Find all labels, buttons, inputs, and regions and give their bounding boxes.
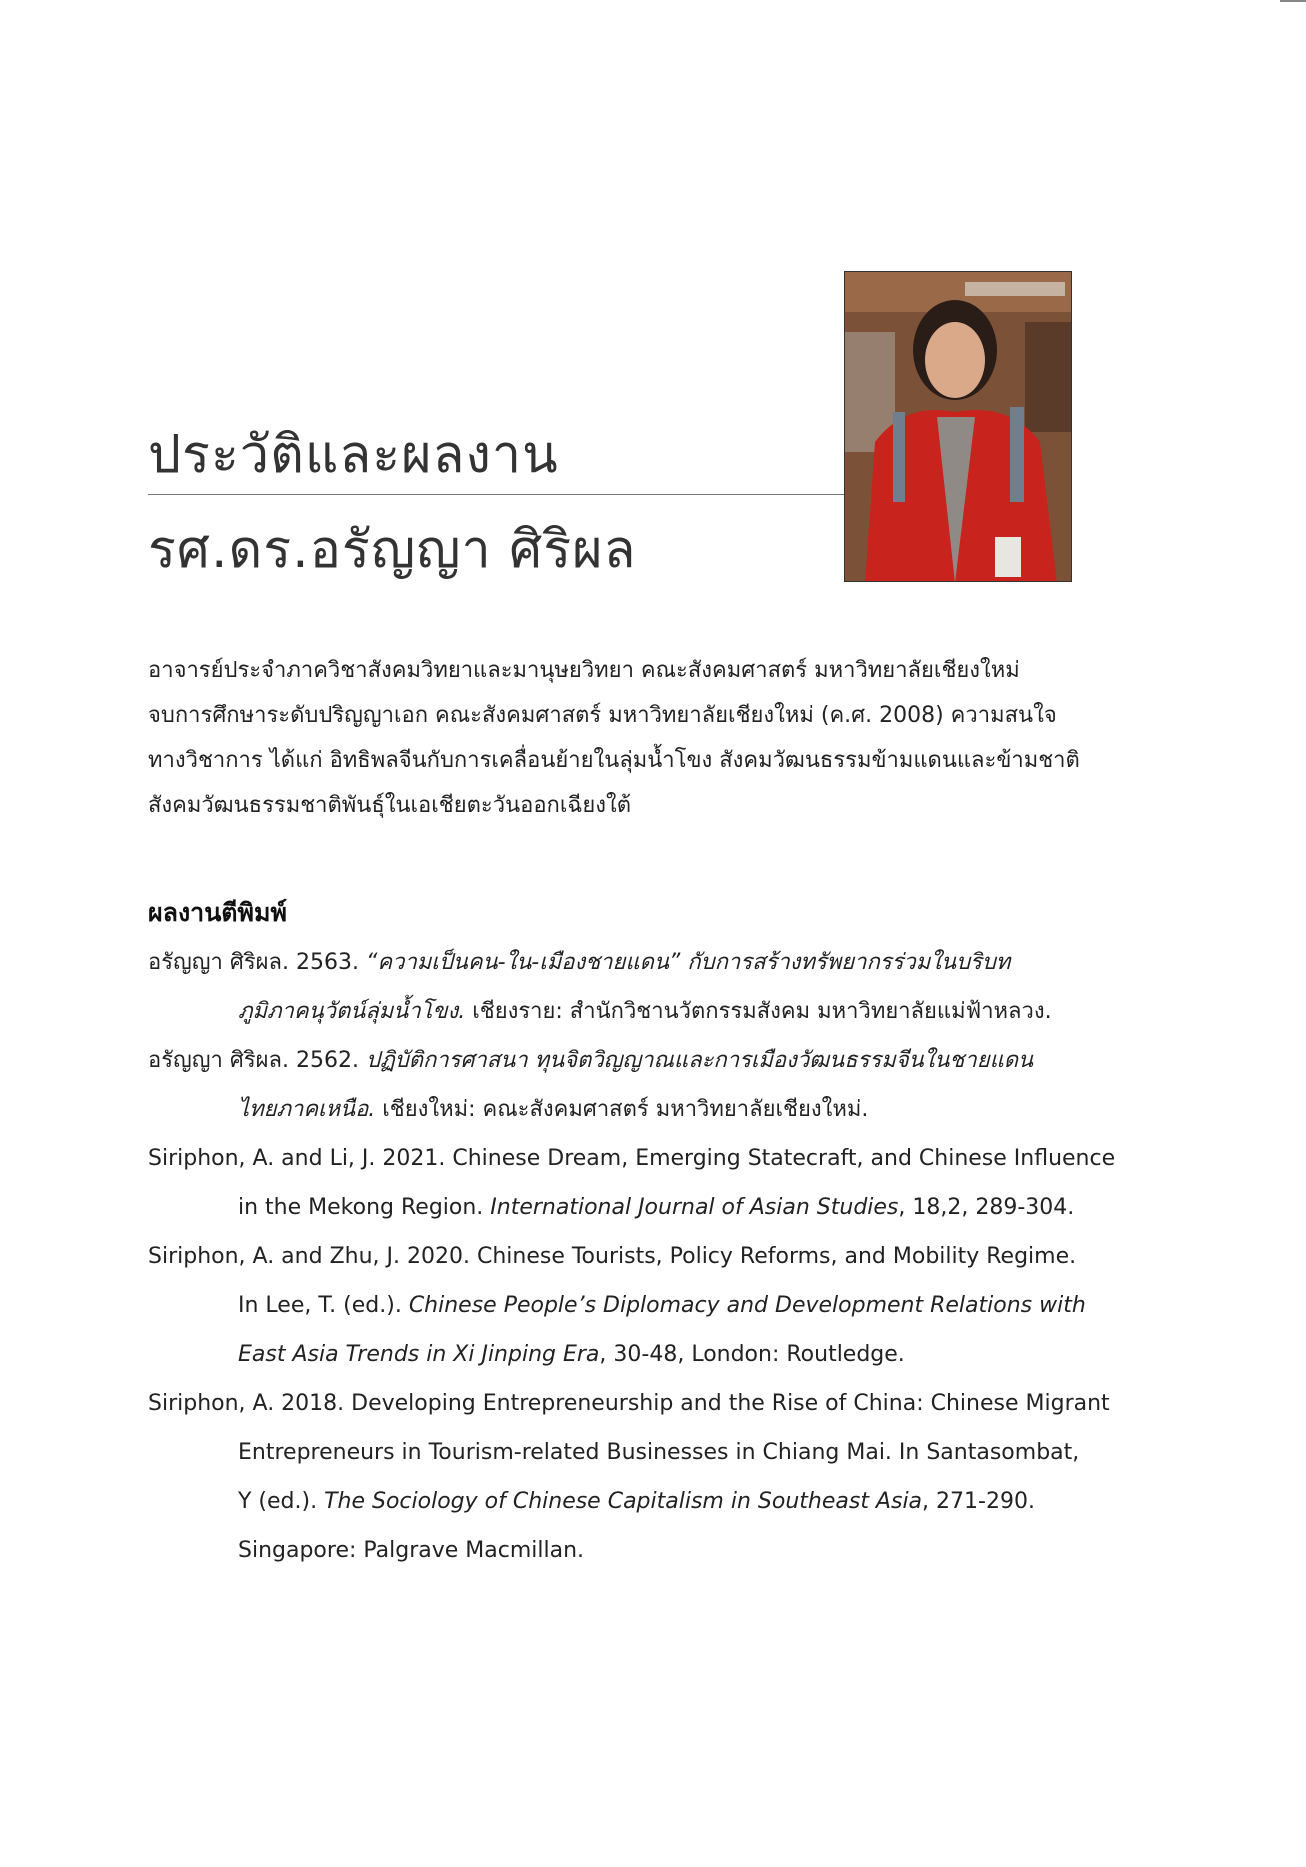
publication-text: Singapore: Palgrave Macmillan. bbox=[238, 1538, 585, 1563]
publication-italic-text: The Sociology of Chinese Capitalism in Southeast Asia bbox=[324, 1489, 923, 1514]
publication-italic-text: “ความเป็นคน-ใน-เมืองชายแดน” กับการสร้างทรัพยากรร่วมในบริบท bbox=[365, 950, 1011, 975]
author-photo bbox=[844, 271, 1072, 582]
page-corner-mark bbox=[1280, 0, 1306, 2]
bio-line: จบการศึกษาระดับปริญญาเอก คณะสังคมศาสตร์ มหาวิทยาลัยเชียงใหม่ (ค.ศ. 2008) ความสนใจ bbox=[148, 703, 1057, 728]
publication-text: , 271-290. bbox=[922, 1489, 1035, 1514]
publication-italic-text: ภูมิภาคนุวัตน์ลุ่มน้ำโขง. bbox=[238, 999, 466, 1024]
publication-text: Siriphon, A. and Li, J. 2021. Chinese Dream, Emerging Statecraft, and Chinese Influence bbox=[148, 1146, 1116, 1171]
publication-line bbox=[148, 1085, 1088, 1134]
publication-line bbox=[148, 1526, 1088, 1575]
publication-italic-text: International Journal of Asian Studies bbox=[490, 1195, 899, 1220]
bio-line: อาจารย์ประจำภาควิชาสังคมวิทยาและมานุษยวิทยา คณะสังคมศาสตร์ มหาวิทยาลัยเชียงใหม่ bbox=[148, 658, 1020, 683]
publication-text: , 30-48, London: Routledge. bbox=[599, 1342, 905, 1367]
publication-text: Entrepreneurs in Tourism-related Businesses in Chiang Mai. In Santasombat, bbox=[238, 1440, 1080, 1465]
publication-italic-text: Chinese People’s Diplomacy and Development Relations with bbox=[408, 1293, 1086, 1318]
publication-line bbox=[148, 1036, 1088, 1085]
publication-line bbox=[148, 1183, 1088, 1232]
page-title: ประวัติและผลงาน bbox=[148, 425, 559, 485]
publication-text: เชียงราย: สำนักวิชานวัตกรรมสังคม มหาวิทยาลัยแม่ฟ้าหลวง. bbox=[465, 999, 1052, 1024]
publication-line bbox=[148, 1232, 1088, 1281]
publication-line bbox=[148, 938, 1088, 987]
publication-entry bbox=[148, 1036, 1088, 1134]
publication-italic-text: East Asia Trends in Xi Jinping Era bbox=[238, 1342, 600, 1367]
publication-line bbox=[148, 1428, 1088, 1477]
publication-text: เชียงใหม่: คณะสังคมศาสตร์ มหาวิทยาลัยเชียงใหม่. bbox=[375, 1097, 869, 1122]
bio-line: สังคมวัฒนธรรมชาติพันธุ์ในเอเชียตะวันออกเฉียงใต้ bbox=[148, 793, 632, 818]
publication-entry bbox=[148, 1134, 1116, 1232]
publication-text: Siriphon, A. and Zhu, J. 2020. Chinese Tourists, Policy Reforms, and Mobility Regime. bbox=[148, 1244, 1077, 1269]
publication-entry bbox=[148, 1232, 1088, 1379]
publication-line bbox=[148, 1379, 1110, 1428]
publication-line bbox=[148, 1281, 1088, 1330]
publication-text: in the Mekong Region. bbox=[238, 1195, 491, 1220]
publication-entry bbox=[148, 938, 1088, 1036]
bio-paragraph bbox=[148, 648, 1078, 828]
title-divider bbox=[148, 494, 844, 495]
publication-line bbox=[148, 987, 1088, 1036]
publication-text: อรัญญา ศิริผล. 2563. bbox=[148, 950, 366, 975]
publication-line bbox=[148, 1477, 1088, 1526]
publication-line bbox=[148, 1330, 1088, 1379]
author-name: รศ.ดร.อรัญญา ศิริผล bbox=[148, 520, 637, 580]
publication-text: Y (ed.). bbox=[238, 1489, 325, 1514]
publication-italic-text: ปฏิบัติการศาสนา ทุนจิตวิญญาณและการเมืองวัฒนธรรมจีนในชายแดน bbox=[365, 1048, 1034, 1073]
publication-text: In Lee, T. (ed.). bbox=[238, 1293, 409, 1318]
bio-line: ทางวิชาการ ได้แก่ อิทธิพลจีนกับการเคลื่อนย้ายในลุ่มน้ำโขง สังคมวัฒนธรรมข้ามแดนและข้ามชาติ bbox=[148, 748, 1080, 773]
author-portrait-image bbox=[845, 272, 1072, 582]
publication-line bbox=[148, 1134, 1116, 1183]
publications-heading: ผลงานตีพิมพ์ bbox=[148, 898, 287, 927]
publication-entry bbox=[148, 1379, 1110, 1575]
publication-text: อรัญญา ศิริผล. 2562. bbox=[148, 1048, 366, 1073]
publication-italic-text: ไทยภาคเหนือ. bbox=[238, 1097, 376, 1122]
publications-list bbox=[148, 938, 1116, 1575]
publication-text: , 18,2, 289-304. bbox=[898, 1195, 1075, 1220]
publication-text: Siriphon, A. 2018. Developing Entrepreneurship and the Rise of China: Chinese Migrant bbox=[148, 1391, 1110, 1416]
